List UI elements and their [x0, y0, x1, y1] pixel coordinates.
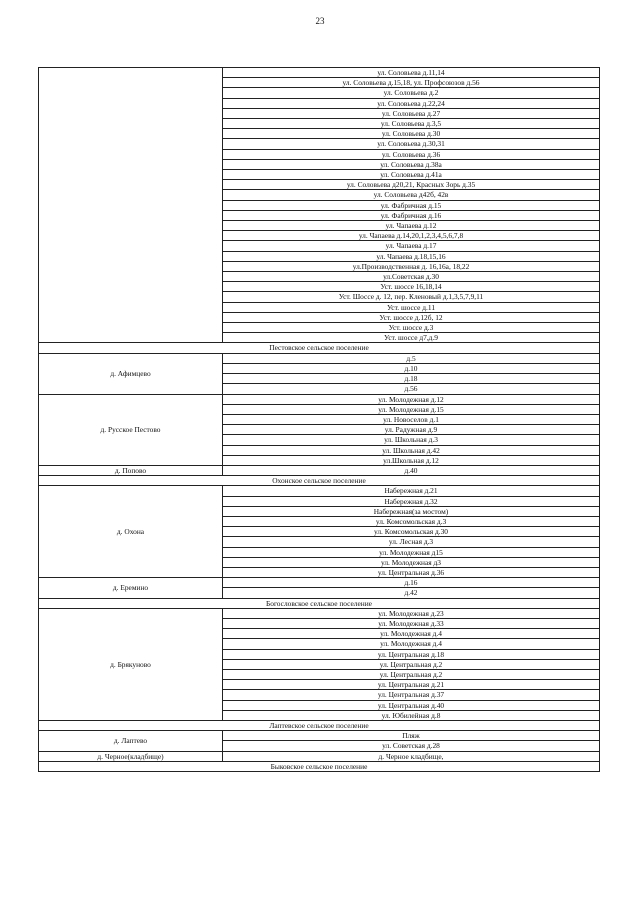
address-cell: ул. Молодежная д.12 [223, 394, 600, 404]
address-cell: ул. Соловьева д.15,18, ул. Профсоюзов д.56 [223, 78, 600, 88]
table-row [39, 751, 600, 761]
address-cell: д.16 [223, 578, 600, 588]
address-cell: ул. Фабричная д.16 [223, 210, 600, 220]
section-title: Богословское сельское поселение [39, 598, 600, 608]
address-cell: ул. Школьная д.3 [223, 435, 600, 445]
address-cell: ул. Соловьева д.2 [223, 88, 600, 98]
table-row [39, 68, 600, 78]
section-title: Пестовское сельское поселение [39, 343, 600, 353]
address-cell: ул. Школьная д.42 [223, 445, 600, 455]
address-cell: ул. Центральная д.21 [223, 680, 600, 690]
address-cell: ул. Центральная д.2 [223, 669, 600, 679]
address-cell: Уст. шоссе д.12б, 12 [223, 312, 600, 322]
section-row [39, 721, 600, 731]
address-cell: Уст. шоссе д.11 [223, 302, 600, 312]
address-cell: Набережная д.21 [223, 486, 600, 496]
settlement-name: д. Попово [39, 465, 223, 475]
settlement-name: д. Лаптево [39, 731, 223, 751]
address-cell: д.42 [223, 588, 600, 598]
address-cell: ул. Молодежная д.33 [223, 618, 600, 628]
address-cell: ул. Молодежная д.4 [223, 639, 600, 649]
address-cell: ул. Соловьева д.41а [223, 170, 600, 180]
address-cell: ул. Центральная д.36 [223, 567, 600, 577]
address-cell: Уст. шоссе д7,д.9 [223, 333, 600, 343]
address-cell: д.40 [223, 465, 600, 475]
address-cell: ул. Чапаева д.18,15,16 [223, 251, 600, 261]
section-title: Быковское сельское поселение [39, 761, 600, 771]
address-cell: д.5 [223, 353, 600, 363]
address-cell: ул. Соловьева д42б, 42в [223, 190, 600, 200]
address-cell: ул. Радужная д.9 [223, 425, 600, 435]
table-row [39, 578, 600, 588]
settlement-name: д. Охона [39, 486, 223, 578]
address-cell: ул. Соловьева д.22,24 [223, 98, 600, 108]
address-cell: Пляж [223, 731, 600, 741]
section-row [39, 598, 600, 608]
address-cell: ул. Комсомольская д.3 [223, 516, 600, 526]
table-row [39, 394, 600, 404]
settlement-name [39, 68, 223, 343]
registry-body [39, 68, 600, 772]
table-row [39, 608, 600, 618]
section-row [39, 476, 600, 486]
address-cell: Уст. шоссе 16,18,14 [223, 282, 600, 292]
address-cell: ул. Соловьева д.11,14 [223, 68, 600, 78]
address-cell: ул. Фабричная д.15 [223, 200, 600, 210]
address-cell: ул.Школьная д.12 [223, 455, 600, 465]
address-cell: ул. Соловьева д20,21, Красных Зорь д.35 [223, 180, 600, 190]
address-cell: д.18 [223, 374, 600, 384]
address-cell: ул. Соловьева д.30,31 [223, 139, 600, 149]
address-cell: ул. Центральная д.2 [223, 659, 600, 669]
settlement-name: д. Брякуново [39, 608, 223, 720]
address-cell: ул. Молодежная д.15 [223, 404, 600, 414]
address-cell: ул. Чапаева д.14,20,1,2,3,4,5,6,7,8 [223, 231, 600, 241]
address-cell: ул. Советская д.28 [223, 741, 600, 751]
settlement-name: д. Черное(кладбище) [39, 751, 223, 761]
address-cell: ул. Соловьева д.3,5 [223, 119, 600, 129]
page-number: 23 [315, 16, 325, 26]
address-cell: ул. Центральная д.18 [223, 649, 600, 659]
address-cell: ул. Молодежная д.23 [223, 608, 600, 618]
address-registry-table [38, 67, 600, 772]
address-cell: ул. Центральная д.37 [223, 690, 600, 700]
address-cell: Уст. шоссе д.3 [223, 323, 600, 333]
address-cell: ул. Чапаева д.12 [223, 221, 600, 231]
address-cell: ул. Чапаева д.17 [223, 241, 600, 251]
section-title: Охонское сельское поселение [39, 476, 600, 486]
table-row [39, 486, 600, 496]
address-cell: д.10 [223, 363, 600, 373]
table-row [39, 353, 600, 363]
address-cell: Набережная д.32 [223, 496, 600, 506]
address-cell: ул. Соловьева д.30 [223, 129, 600, 139]
settlement-name: д. Афимцево [39, 353, 223, 394]
address-cell: д.56 [223, 384, 600, 394]
address-cell: Уст. Шоссе д. 12, пер. Кленовый д.1,3,5,7,9,11 [223, 292, 600, 302]
address-cell: ул. Юбилейная д.8 [223, 710, 600, 720]
address-cell: ул.Производственная д. 16,16а, 18,22 [223, 261, 600, 271]
address-cell: ул.Советская д.30 [223, 272, 600, 282]
address-cell: ул. Новоселов д.1 [223, 414, 600, 424]
table-row [39, 465, 600, 475]
address-cell: ул. Соловьева д.38а [223, 159, 600, 169]
section-row [39, 761, 600, 771]
address-cell: д. Черное кладбище, [223, 751, 600, 761]
settlement-name: д. Русское Пестово [39, 394, 223, 465]
section-title: Лаптевское сельское поселение [39, 721, 600, 731]
address-cell: ул. Соловьева д.27 [223, 108, 600, 118]
address-cell: ул. Молодежная д3 [223, 557, 600, 567]
table-row [39, 731, 600, 741]
address-cell: ул. Молодежная д.4 [223, 629, 600, 639]
section-row [39, 343, 600, 353]
address-cell: ул. Комсомольская д.30 [223, 527, 600, 537]
address-cell: ул. Лесная д.3 [223, 537, 600, 547]
address-cell: ул. Центральная д.40 [223, 700, 600, 710]
address-cell: Набережная(за мостом) [223, 506, 600, 516]
settlement-name: д. Еремино [39, 578, 223, 598]
address-cell: ул. Молодежная д15 [223, 547, 600, 557]
address-cell: ул. Соловьева д.36 [223, 149, 600, 159]
